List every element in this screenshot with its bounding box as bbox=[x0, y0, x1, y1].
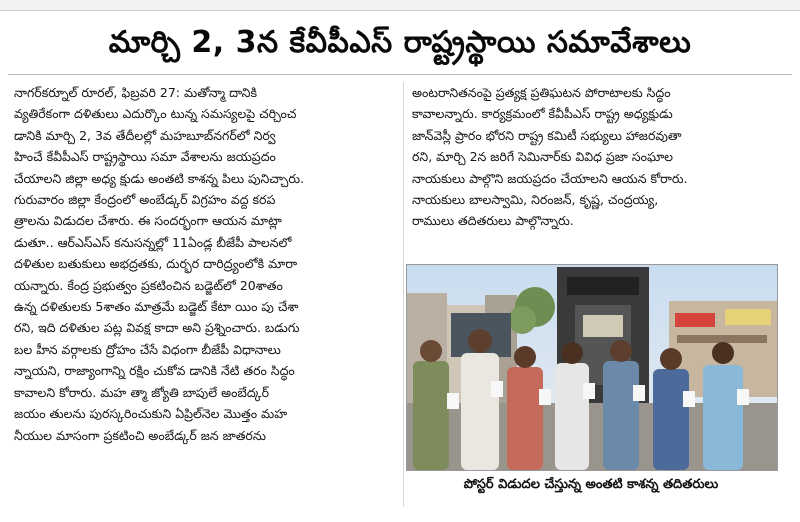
body-line: అంటరానితనంపై ప్రత్యక్ష ప్రతిఘటన పోరాటాలకు సిద్ధం bbox=[412, 85, 671, 100]
body-line: త్రాలను విడుదల చేశారు. ఈ సందర్భంగా ఆయన మాట్లా bbox=[14, 213, 282, 229]
news-photo-illustration bbox=[407, 265, 777, 470]
body-line: కావాలని కోరారు. మహ త్మా జ్యోతి బాపులే అంబేద్కర్ bbox=[14, 384, 270, 400]
article-left-column bbox=[14, 82, 398, 446]
photo-caption: పోస్టర్ విడుదల చేస్తున్న అంతటి కాశన్న తదితరులు bbox=[463, 477, 719, 492]
body-line: చేయాలని జిల్లా అధ్య క్షుడు అంతటి కాశన్న పిలు పునిచ్చారు. bbox=[14, 170, 305, 186]
body-line: నీయుల మాసంగా ప్రకటించి అంబేడ్కర్ జన జాతరను bbox=[14, 427, 266, 443]
body-line: నాగర్‌కర్నూల్ రూరల్, ఫిబ్రవరి 27: మతోన్మా దానికి bbox=[14, 85, 257, 100]
body-line: రని, ఇది దళితుల పట్ల వివక్ష కాదా అని ప్రశ్నించారు. బడుగు bbox=[14, 320, 300, 336]
body-line: దళితుల బతుకులు అభద్రతకు, దుర్భర దారిద్ర్యంలోకి మారా bbox=[14, 256, 298, 272]
body-line: న్నాయని, రాజ్యాంగాన్ని రక్షిం చుకోవ డానికి నేటి తరం సిద్ధం bbox=[14, 363, 295, 379]
body-line: కావాలన్నారు. కార్యక్రమంలో కేవీపీఎస్ రాష్ట్ర అధ్యక్షుడు bbox=[412, 106, 673, 122]
body-line: రాములు తదితరులు పాల్గొన్నారు. bbox=[412, 213, 574, 229]
body-line: రని, మార్చి 2న జరిగే సెమినార్‌కు వివిధ ప్రజా సంఘాల bbox=[412, 149, 674, 165]
body-line: జాన్‌వెస్లీ ప్రారం భోరని రాష్ట్ర కమిటీ సభ్యులు హాజరవుతా bbox=[412, 127, 682, 143]
body-line: జయం తులను పురస్కరించుకుని ఏప్రిల్‌నెల మొత్తం మహ bbox=[14, 406, 288, 422]
body-line: డానికి మార్చి 2, 3వ తేదీలల్లో మహబూబ్‌నగర్‌లో నిర్వ bbox=[14, 127, 276, 143]
body-line: బల హీన వర్గాలకు ద్రోహం చేసే విధంగా బీజేపీ విధానాలు bbox=[14, 341, 281, 357]
headline-rule bbox=[8, 74, 792, 75]
body-line: డుతూ.. ఆర్‌ఎస్‌ఎస్ కనుసన్నల్లో 11ఏండ్ల బీజేపీ పాలనలో bbox=[14, 234, 292, 250]
body-line: నాయకులు బాలస్వామి, నిరంజన్, కృష్ణ, చంద్రయ్య, bbox=[412, 192, 659, 208]
column-divider bbox=[403, 82, 404, 507]
body-line: హించే కేవీపీఎస్ రాష్ట్రస్థాయి సమా వేశాలను జయప్రదం bbox=[14, 149, 276, 165]
article-headline: మార్చి 2, 3న కేవీపీఎస్ రాష్ట్రస్థాయి సమావేశాలు bbox=[108, 25, 692, 60]
page-top-strip bbox=[0, 0, 800, 11]
news-photo bbox=[406, 264, 778, 471]
body-line: నాయకులు పాల్గొని జయప్రదం చేయాలని ఆయన కోరారు. bbox=[412, 170, 688, 186]
body-line: యన్నారు. కేంద్ర ప్రభుత్వం ప్రకటించిన బడ్జెట్‌లో 20శాతం bbox=[14, 277, 283, 293]
body-line: గురువారం జిల్లా కేంద్రంలో అంబేడ్కర్ విగ్రహం వద్ద కరప bbox=[14, 192, 276, 208]
article-right-column bbox=[412, 82, 790, 232]
body-line: వ్యతిరేకంగా దళితులు ఎదుర్కొం టున్న సమస్యలపై చర్చించ bbox=[14, 106, 297, 122]
body-line: ఉన్న దళితులకు 5శాతం మాత్రమే బడ్జెట్ కేటా యిం పు చేశా bbox=[14, 299, 299, 315]
